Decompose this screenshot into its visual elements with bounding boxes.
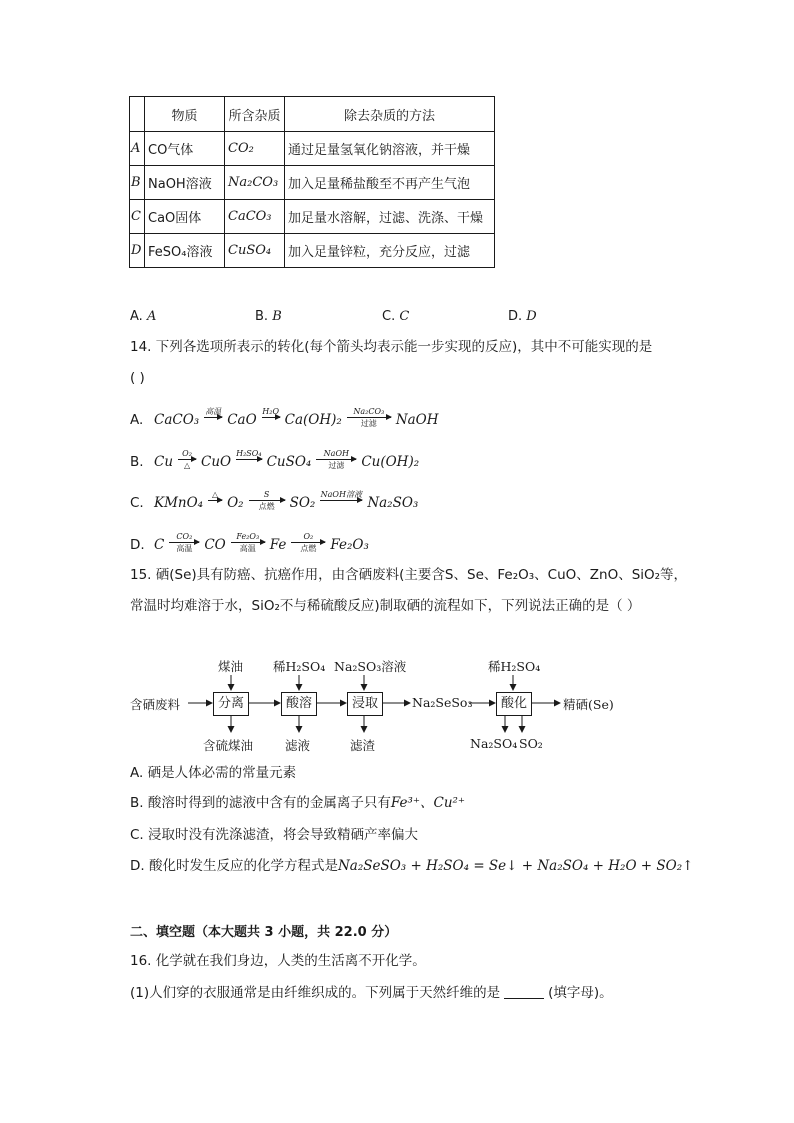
table-header-cell: 除去杂质的方法 <box>285 97 495 132</box>
option-value: A <box>146 309 157 324</box>
q15-option-a[interactable]: A. 硒是人体必需的常量元素 <box>130 765 297 781</box>
option-letter: B. <box>255 309 269 324</box>
q16-part1 <box>130 987 613 1001</box>
flow-output-label: Na₂SO₄ <box>470 736 518 751</box>
arrow-condition: O₂ <box>303 532 314 541</box>
option-letter: C. <box>382 309 396 324</box>
species: CaO <box>227 412 257 428</box>
row-label: A <box>130 132 145 166</box>
species: NaOH <box>395 412 439 428</box>
flow-step-leach: 浸取 <box>347 692 383 716</box>
arrow-condition: H₂O <box>262 407 280 416</box>
method-cell: 通过足量氢氧化钠溶液，并干燥 <box>285 132 495 166</box>
q15-option-c[interactable]: C. 浸取时没有洗涤滤渣，将会导致精硒产率偏大 <box>130 827 419 843</box>
option-letter: A. <box>130 309 143 324</box>
arrow-condition: CO₂ <box>176 532 193 541</box>
option-formula: Na₂SeSO₃ + H₂SO₄ = Se↓ + Na₂SO₄ + H₂O + SO₂↑ <box>337 858 694 874</box>
arrow-condition: △ <box>212 490 219 499</box>
flow-input-label: 稀H₂SO₄ <box>488 659 541 674</box>
arrow-condition: 高温 <box>239 544 256 553</box>
method-cell: 加入足量锌粒，充分反应，过滤 <box>285 234 495 268</box>
species: Ca(OH)₂ <box>284 412 342 428</box>
flow-end-label: 精硒(Se) <box>563 697 614 712</box>
species: O₂ <box>227 495 244 511</box>
species: CuSO₄ <box>266 454 312 470</box>
arrow-condition: S <box>263 490 270 499</box>
flow-input-label: 稀H₂SO₄ <box>273 659 326 674</box>
flow-output-label: SO₂ <box>519 736 543 751</box>
flow-output-label: 滤液 <box>285 738 311 753</box>
species: Na₂SO₃ <box>367 495 419 511</box>
flow-intermediate-label: Na₂SeSo₃ <box>412 695 473 710</box>
table-header-cell: 所含杂质 <box>225 97 285 132</box>
q14-stem: 14. 下列各选项所表示的转化(每个箭头均表示能一步实现的反应)，其中不可能实现的是 <box>130 339 653 355</box>
option-letter: B. <box>130 454 144 470</box>
q15-option-d[interactable] <box>130 860 693 874</box>
arrow-condition: 过滤 <box>360 419 377 428</box>
arrow-condition: 高温 <box>176 544 193 553</box>
substance-cell: CaO固体 <box>145 200 225 234</box>
table-header-cell: 物质 <box>145 97 225 132</box>
section-heading: 二、填空题（本大题共 3 小题，共 22.0 分） <box>130 925 398 940</box>
option-text: D. 酸化时发生反应的化学方程式是 <box>130 858 338 874</box>
option-value: D <box>526 309 537 324</box>
option-text: B. 酸溶时得到的滤液中含有的金属离子只有 <box>130 795 391 811</box>
species: CuO <box>201 454 232 470</box>
substance-cell: CO气体 <box>145 132 225 166</box>
q15-stem: 15. 硒(Se)具有防癌、抗癌作用，由含硒废料(主要含S、Se、Fe₂O₃、CuO、ZnO、SiO₂等， <box>130 567 688 583</box>
question-text: (1)人们穿的衣服通常是由纤维织成的。下列属于天然纤维的是 <box>130 985 501 1001</box>
flow-output-label: 滤渣 <box>350 738 376 753</box>
impurity-cell: CuSO₄ <box>225 234 285 268</box>
option-letter: A. <box>130 412 144 428</box>
flow-input-label: 煤油 <box>218 659 244 674</box>
flow-start-label: 含硒废料 <box>130 697 181 712</box>
species: Fe <box>269 537 287 553</box>
species: Fe₂O₃ <box>330 537 369 553</box>
species: C <box>154 537 165 553</box>
flow-input-label: Na₂SO₃溶液 <box>334 659 407 674</box>
arrow-condition: Fe₂O₃ <box>236 532 260 541</box>
arrow-condition: △ <box>183 461 191 470</box>
species: Cu <box>154 454 174 470</box>
species: KMnO₄ <box>154 495 204 511</box>
method-cell: 加足量水溶解，过滤、洗涤、干燥 <box>285 200 495 234</box>
q16-stem: 16. 化学就在我们身边，人类的生活离不开化学。 <box>130 953 426 969</box>
arrow-condition: O₂ <box>182 449 192 458</box>
option-value: C <box>399 309 410 324</box>
option-formula: Fe³⁺、Cu²⁺ <box>390 795 466 811</box>
option-value: B <box>272 309 282 324</box>
flow-step-separate: 分离 <box>213 692 249 716</box>
species: SO₂ <box>289 495 316 511</box>
flow-step-acid-dissolve: 酸溶 <box>281 692 317 716</box>
method-cell: 加入足量稀盐酸至不再产生气泡 <box>285 166 495 200</box>
species: CO <box>204 537 226 553</box>
species: CaCO₃ <box>154 412 200 428</box>
option-letter: C. <box>130 495 144 511</box>
arrow-condition: 高温 <box>205 407 222 416</box>
arrow-condition: NaOH <box>323 449 349 458</box>
flow-step-acidify: 酸化 <box>496 692 532 716</box>
row-label: C <box>130 200 145 234</box>
option-letter: D. <box>508 309 523 324</box>
species: Cu(OH)₂ <box>361 454 420 470</box>
answer-blank[interactable] <box>504 998 544 999</box>
arrow-condition: 点燃 <box>300 544 317 553</box>
substance-cell: NaOH溶液 <box>145 166 225 200</box>
q14-answer-bracket: ( ) <box>130 370 145 386</box>
row-label: D <box>130 234 145 268</box>
impurity-cell: Na₂CO₃ <box>225 166 285 200</box>
flow-output-label: 含硫煤油 <box>203 738 254 753</box>
option-letter: D. <box>130 537 145 553</box>
arrow-condition: H₂SO₄ <box>236 449 262 458</box>
question-text: (填字母)。 <box>548 985 613 1001</box>
arrow-condition: NaOH溶液 <box>320 490 362 499</box>
impurity-cell: CO₂ <box>225 132 285 166</box>
q15-option-b[interactable] <box>130 797 465 811</box>
q15-stem-line2: 常温时均难溶于水，SiO₂不与稀硫酸反应)制取硒的流程如下，下列说法正确的是（ ） <box>130 598 641 614</box>
arrow-condition: 过滤 <box>328 461 345 470</box>
substance-cell: FeSO₄溶液 <box>145 234 225 268</box>
arrow-condition: Na₂CO₃ <box>353 407 385 416</box>
impurity-cell: CaCO₃ <box>225 200 285 234</box>
arrow-condition: 点燃 <box>258 502 275 511</box>
row-label: B <box>130 166 145 200</box>
